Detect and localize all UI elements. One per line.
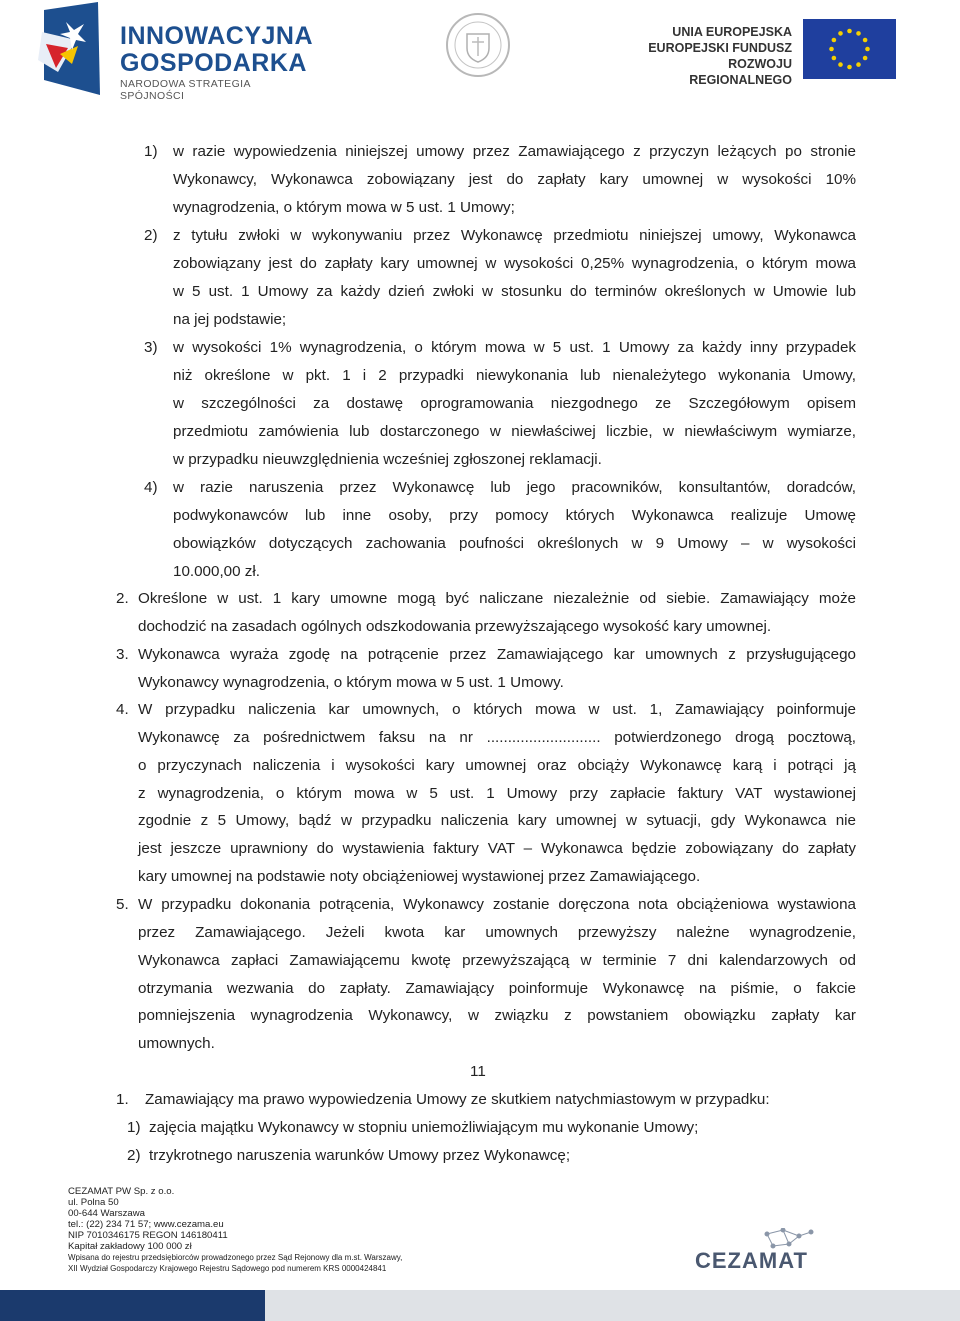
item-number: 1): [144, 143, 158, 160]
paragraph-line: przedmiotu zamówienia lub dostarczonego w niewłaściwej liczbie, w niewłaściwym wymiarze,: [173, 423, 856, 440]
paragraph-line: z wynagrodzenia, o którym mowa w 5 ust. 1 Umowy przy zapłacie faktury VAT wystawionej: [138, 785, 856, 802]
item-number: 2): [127, 1147, 141, 1164]
paragraph-line: dochodzić na zasadach ogólnych odszkodowania przewyższającego wysokość kary umownej.: [138, 618, 772, 635]
paragraph-line: zobowiązany jest do zapłaty kary umownej w wysokości 0,25% wynagrodzenia, o którym mowa: [173, 255, 856, 272]
paragraph-line: jest jeszcze uprawniony do wystawienia faktury VAT – Wykonawca będzie zobowiązany do zapłaty: [138, 840, 856, 857]
ig-title-line2: GOSPODARKA: [120, 49, 307, 77]
footer-capital: Kapitał zakładowy 100 000 zł: [68, 1241, 192, 1252]
page-header: [0, 0, 960, 100]
footer-city: 00-644 Warszawa: [68, 1208, 145, 1219]
eu-fund-label: [632, 24, 792, 88]
item-number: 3): [144, 339, 158, 356]
section-number: 5.: [116, 896, 129, 913]
paragraph-line: w razie naruszenia przez Wykonawcę lub jego pracowników, konsultantów, doradców,: [173, 479, 856, 496]
eu-line1: UNIA EUROPEJSKA: [672, 25, 792, 39]
cezamat-logo-text: CEZAMAT: [695, 1248, 808, 1272]
ig-subtitle: NARODOWA STRATEGIA SPÓJNOŚCI: [120, 78, 251, 102]
paragraph-line: pomniejszenia wynagrodzenia Wykonawcy, w związku z powstaniem obowiązku zapłaty kar: [138, 1007, 856, 1024]
innowacyjna-gospodarka-logo: [38, 2, 314, 102]
item-number: 1): [127, 1119, 141, 1136]
paragraph-line: niż określone w pkt. 1 i 2 przypadki niewykonania lub nienależytego wykonania Umowy,: [173, 367, 856, 384]
paragraph-line: obowiązków dotyczących zachowania poufności określonych w 9 Umowy – w wysokości: [173, 535, 856, 552]
paragraph-line: w razie wypowiedzenia niniejszej umowy przez Zamawiającego z przyczyn leżących po stronie: [173, 143, 856, 160]
university-seal-icon: [445, 12, 511, 78]
paragraph-line: w 5 ust. 1 Umowy za każdy dzień zwłoki w stosunku do terminów określonych w Umowie lub: [173, 283, 856, 300]
paragraph-line: W przypadku naliczenia kar umownych, o których mowa w ust. 1, Zamawiający poinformuje: [138, 701, 856, 718]
eu-line2: EUROPEJSKI FUNDUSZ: [648, 41, 792, 55]
eu-flag-icon: [803, 19, 896, 79]
paragraph-line: Wykonawcy, Wykonawca zobowiązany jest do zapłaty kary umownej w wysokości 10%: [173, 171, 856, 188]
item-number: 2): [144, 227, 158, 244]
paragraph-line: na jej podstawie;: [173, 311, 287, 328]
paragraph-line: otrzymania wezwania do zapłaty. Zamawiający poinformuje Wykonawcę na piśmie, o fakcie: [138, 980, 856, 997]
paragraph-line: W przypadku dokonania potrącenia, Wykonawcy zostanie doręczona nota obciążeniowa wystawiona: [138, 896, 856, 913]
footer-color-bar: [0, 1290, 960, 1321]
footer-contact: tel.: (22) 234 71 57; www.cezama.eu: [68, 1219, 224, 1230]
paragraph-line: Wykonawca zapłaci Zamawiającemu kwotę przewyższającą w terminie 7 dni kalendarzowych od: [138, 952, 856, 969]
paragraph-line: 10.000,00 zł.: [173, 563, 260, 580]
paragraph-line: wynagrodzenia, o którym mowa w 5 ust. 1 Umowy;: [173, 199, 515, 216]
section-number: 4.: [116, 701, 129, 718]
footer-registry-2: XII Wydział Gospodarczy Krajowego Rejestru Sądowego pod numerem KRS 0000424841: [68, 1264, 387, 1273]
item-number: 4): [144, 479, 158, 496]
cezamat-logo: [695, 1228, 825, 1272]
section-number: 3.: [116, 646, 129, 663]
paragraph-line: Określone w ust. 1 kary umowne mogą być naliczane niezależnie od siebie. Zamawiający może: [138, 590, 856, 607]
paragraph-line: w szczególności za dostawę oprogramowania niezgodnego ze Szczegółowym opisem: [173, 395, 856, 412]
paragraph-line: trzykrotnego naruszenia warunków Umowy przez Wykonawcę;: [149, 1147, 571, 1164]
section-number: 2.: [116, 590, 129, 607]
ig-flag-mark-icon: [38, 2, 104, 95]
paragraph-line: z tytułu zwłoki w wykonywaniu przez Wykonawcę przedmiotu niniejszej umowy, Wykonawca: [173, 227, 856, 244]
paragraph-line: przez Zamawiającego. Jeżeli kwota kar umownych przewyższy należne wynagrodzenie,: [138, 924, 856, 941]
footer-street: ul. Polna 50: [68, 1197, 119, 1208]
paragraph-line: zajęcia majątku Wykonawcy w stopniu uniemożliwiającym mu wykonanie Umowy;: [149, 1119, 699, 1136]
paragraph-line: Zamawiający ma prawo wypowiedzenia Umowy ze skutkiem natychmiastowym w przypadku:: [145, 1091, 770, 1108]
ig-title-line1: INNOWACYJNA: [120, 22, 314, 50]
footer-color-bar-accent: [0, 1290, 265, 1321]
paragraph-line: Wykonawcy wynagrodzenia, o którym mowa w 5 ust. 1 Umowy.: [138, 674, 564, 691]
footer-ids: NIP 7010346175 REGON 146180411: [68, 1230, 228, 1241]
paragraph-line: w wysokości 1% wynagrodzenia, o którym mowa w 5 ust. 1 Umowy za każdy inny przypadek: [173, 339, 856, 356]
company-footer: [68, 1186, 402, 1274]
eu-line3: ROZWOJU REGIONALNEGO: [689, 57, 792, 87]
paragraph-line: o przyczynach naliczenia i wysokości kary umownej oraz obciąży Wykonawcę karą i potrąci ją: [138, 757, 856, 774]
paragraph-line: podwykonawców lub inne osoby, przy pomocy których Wykonawca realizuje Umowę: [173, 507, 856, 524]
paragraph-line: Wykonawca wyraża zgodę na potrącenie przez Zamawiającego kar umownych z przysługującego: [138, 646, 856, 663]
paragraph-line: umownych.: [138, 1035, 215, 1052]
footer-registry-1: Wpisana do rejestru przedsiębiorców prowadzonego przez Sąd Rejonowy dla m.st. Warszawy,: [68, 1253, 403, 1262]
paragraph-line: Wykonawcę za pośrednictwem faksu na nr ........................... potwierdzonego drogą pocztową,: [138, 729, 856, 746]
footer-company: CEZAMAT PW Sp. z o.o.: [68, 1186, 175, 1197]
paragraph-line: zgodnie z 5 Umowy, bądź w przypadku naliczenia kary umownej w sytuacji, gdy Wykonawca nie: [138, 812, 856, 829]
section-heading: 11: [470, 1063, 486, 1080]
paragraph-line: kary umownej na podstawie noty obciążeniowej wystawionej przez Zamawiającego.: [138, 868, 701, 885]
paragraph-line: w przypadku nieuwzględnienia wcześniej zgłoszonej reklamacji.: [173, 451, 602, 468]
section-number: 1.: [116, 1091, 129, 1108]
